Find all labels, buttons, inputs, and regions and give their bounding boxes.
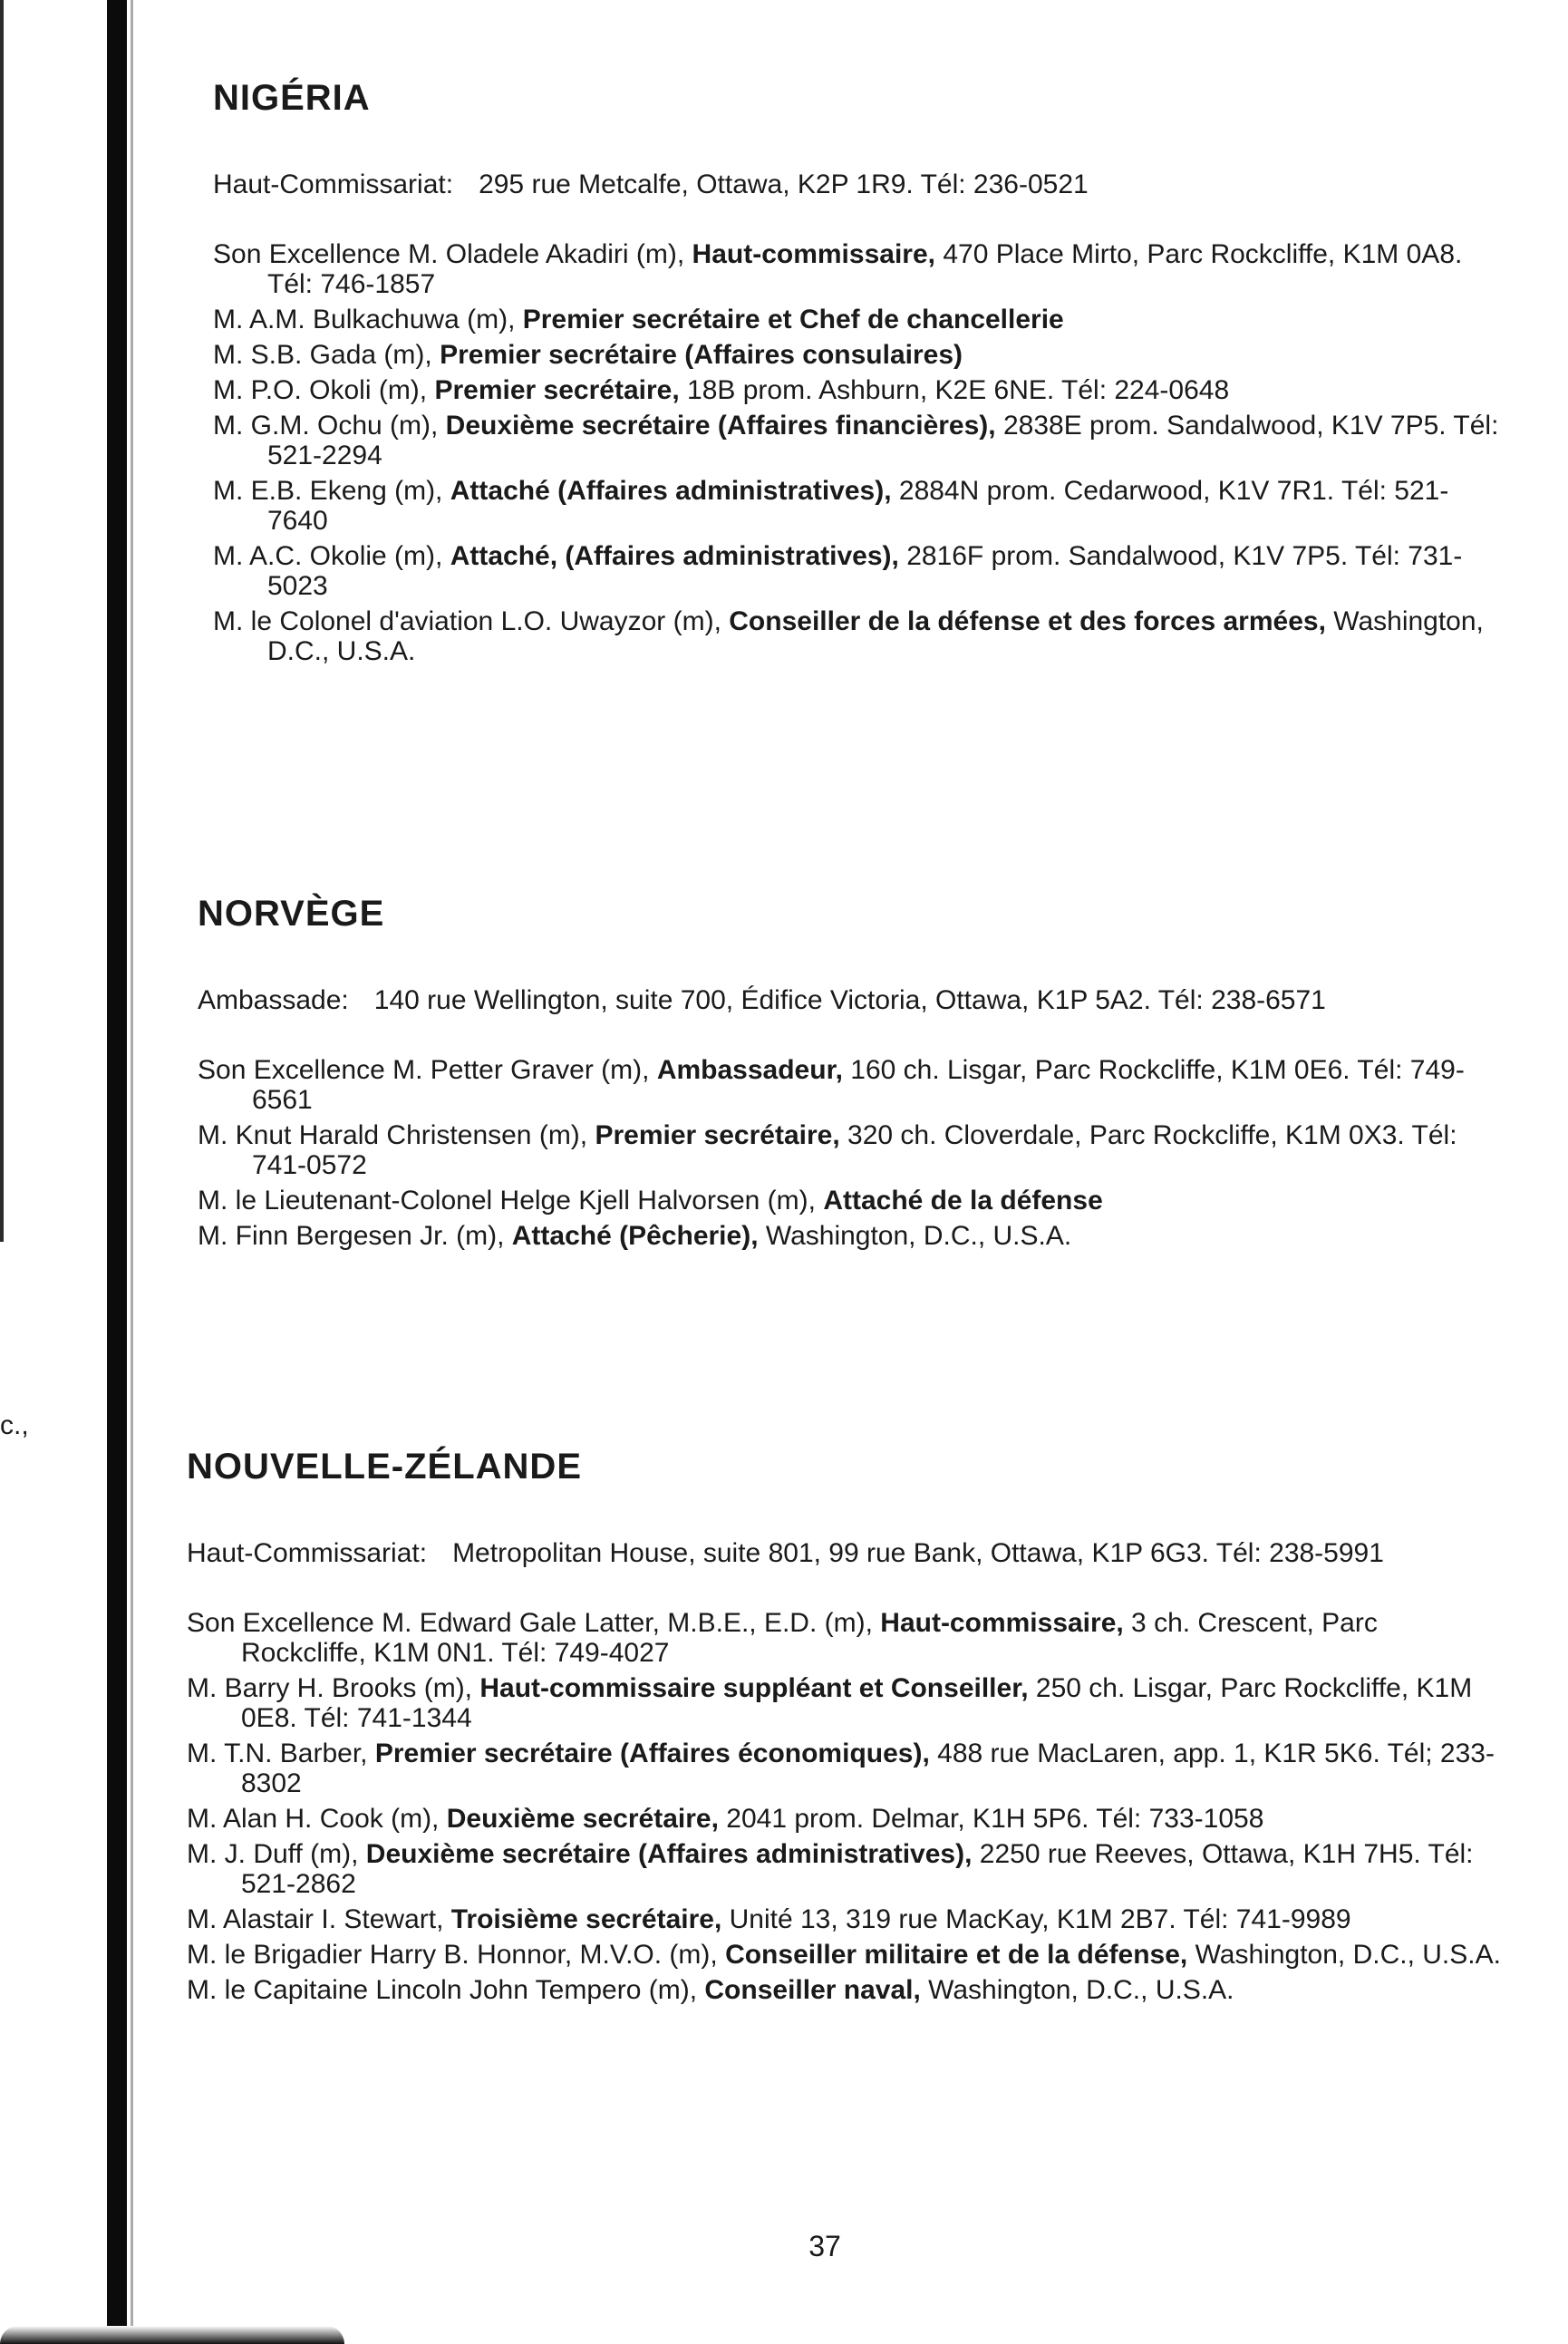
staff-list (198, 1055, 1503, 1251)
office-label: Haut-Commissariat: (187, 1538, 428, 1568)
staff-entry: M. A.M. Bulkachuwa (m), Premier secrétaire et Chef de chancellerie (213, 305, 1064, 334)
office-label: Ambassade: (198, 985, 349, 1015)
section-heading: NORVÈGE (198, 894, 385, 934)
section-heading: NOUVELLE-ZÉLANDE (187, 1447, 582, 1487)
section-nouvelle-zelande (187, 1448, 1501, 2010)
staff-entry: M. E.B. Ekeng (m), Attaché (Affaires administratives), 2884N prom. Cedarwood, K1V 7R1. Tél: 521-7640 (213, 476, 1449, 536)
staff-entry: M. S.B. Gada (m), Premier secrétaire (Affaires consulaires) (213, 340, 963, 370)
edge-text-fragment: c., (0, 1410, 29, 1440)
section-heading: NIGÉRIA (213, 78, 371, 118)
staff-entry: M. Knut Harald Christensen (m), Premier secrétaire, 320 ch. Cloverdale, Parc Rockcliffe, K1M 0X3. Tél: 741-0572 (198, 1120, 1457, 1180)
office-address-line (198, 984, 1503, 1017)
staff-entry: M. Alastair I. Stewart, Troisième secrétaire, Unité 13, 319 rue MacKay, K1M 2B7. Tél: 741-9989 (187, 1904, 1351, 1934)
staff-entry: Son Excellence M. Edward Gale Latter, M.B.E., E.D. (m), Haut-commissaire, 3 ch. Crescent, Parc Rockcliffe, K1M 0N1. Tél: 749-4027 (187, 1608, 1378, 1668)
staff-entry: M. le Capitaine Lincoln John Tempero (m), Conseiller naval, Washington, D.C., U.S.A. (187, 1975, 1234, 2005)
staff-entry: M. J. Duff (m), Deuxième secrétaire (Affaires administratives), 2250 rue Reeves, Ottawa, K1H 7H5. Tél: 521-2862 (187, 1839, 1474, 1899)
staff-entry: M. A.C. Okolie (m), Attaché, (Affaires administratives), 2816F prom. Sandalwood, K1V 7P5. Tél: 731-5023 (213, 541, 1463, 601)
staff-entry: M. Barry H. Brooks (m), Haut-commissaire suppléant et Conseiller, 250 ch. Lisgar, Parc Rockcliffe, K1M 0E8. Tél: 741-1344 (187, 1673, 1473, 1733)
staff-entry: M. le Lieutenant-Colonel Helge Kjell Halvorsen (m), Attaché de la défense (198, 1186, 1103, 1216)
binding-edge-shadow (131, 0, 133, 2344)
office-address-line (213, 169, 1509, 201)
staff-entry: M. T.N. Barber, Premier secrétaire (Affaires économiques), 488 rue MacLaren, app. 1, K1R 5K6. Tél; 233-8302 (187, 1739, 1495, 1798)
staff-entry: M. le Brigadier Harry B. Honnor, M.V.O. (m), Conseiller militaire et de la défense, Washington, D.C., U.S.A. (187, 1940, 1501, 1970)
binding-foot (0, 2326, 344, 2344)
section-nigeria (213, 80, 1509, 672)
staff-entry: M. le Colonel d'aviation L.O. Uwayzor (m), Conseiller de la défense et des forces armées, Washington, D.C., U.S.A. (213, 606, 1484, 666)
staff-list (213, 239, 1509, 666)
office-label: Haut-Commissariat: (213, 170, 454, 199)
section-norvege (198, 896, 1503, 1256)
office-address-line (187, 1537, 1501, 1570)
page-number: 37 (808, 2230, 841, 2262)
staff-entry: M. G.M. Ochu (m), Deuxième secrétaire (Affaires financières), 2838E prom. Sandalwood, K1V 7P5. Tél: 521-2294 (213, 411, 1499, 470)
binding-edge (107, 0, 127, 2344)
staff-entry: M. Alan H. Cook (m), Deuxième secrétaire, 2041 prom. Delmar, K1H 5P6. Tél: 733-1058 (187, 1804, 1264, 1834)
staff-entry: Son Excellence M. Petter Graver (m), Ambassadeur, 160 ch. Lisgar, Parc Rockcliffe, K1M 0E6. Tél: 749-6561 (198, 1055, 1465, 1115)
staff-list (187, 1608, 1501, 2005)
staff-entry: Son Excellence M. Oladele Akadiri (m), Haut-commissaire, 470 Place Mirto, Parc Rockcliffe, K1M 0A8. Tél: 746-1857 (213, 239, 1463, 299)
staff-entry: M. P.O. Okoli (m), Premier secrétaire, 18B prom. Ashburn, K2E 6NE. Tél: 224-0648 (213, 375, 1230, 405)
staff-entry: M. Finn Bergesen Jr. (m), Attaché (Pêcherie), Washington, D.C., U.S.A. (198, 1221, 1072, 1251)
office-address: 140 rue Wellington, suite 700, Édifice Victoria, Ottawa, K1P 5A2. Tél: 238-6571 (373, 985, 1326, 1015)
binding-edge-thin (0, 0, 4, 1242)
office-address: Metropolitan House, suite 801, 99 rue Bank, Ottawa, K1P 6G3. Tél: 238-5991 (452, 1538, 1384, 1568)
page-number-row (0, 2230, 1568, 2263)
office-address: 295 rue Metcalfe, Ottawa, K2P 1R9. Tél: 236-0521 (479, 170, 1089, 199)
